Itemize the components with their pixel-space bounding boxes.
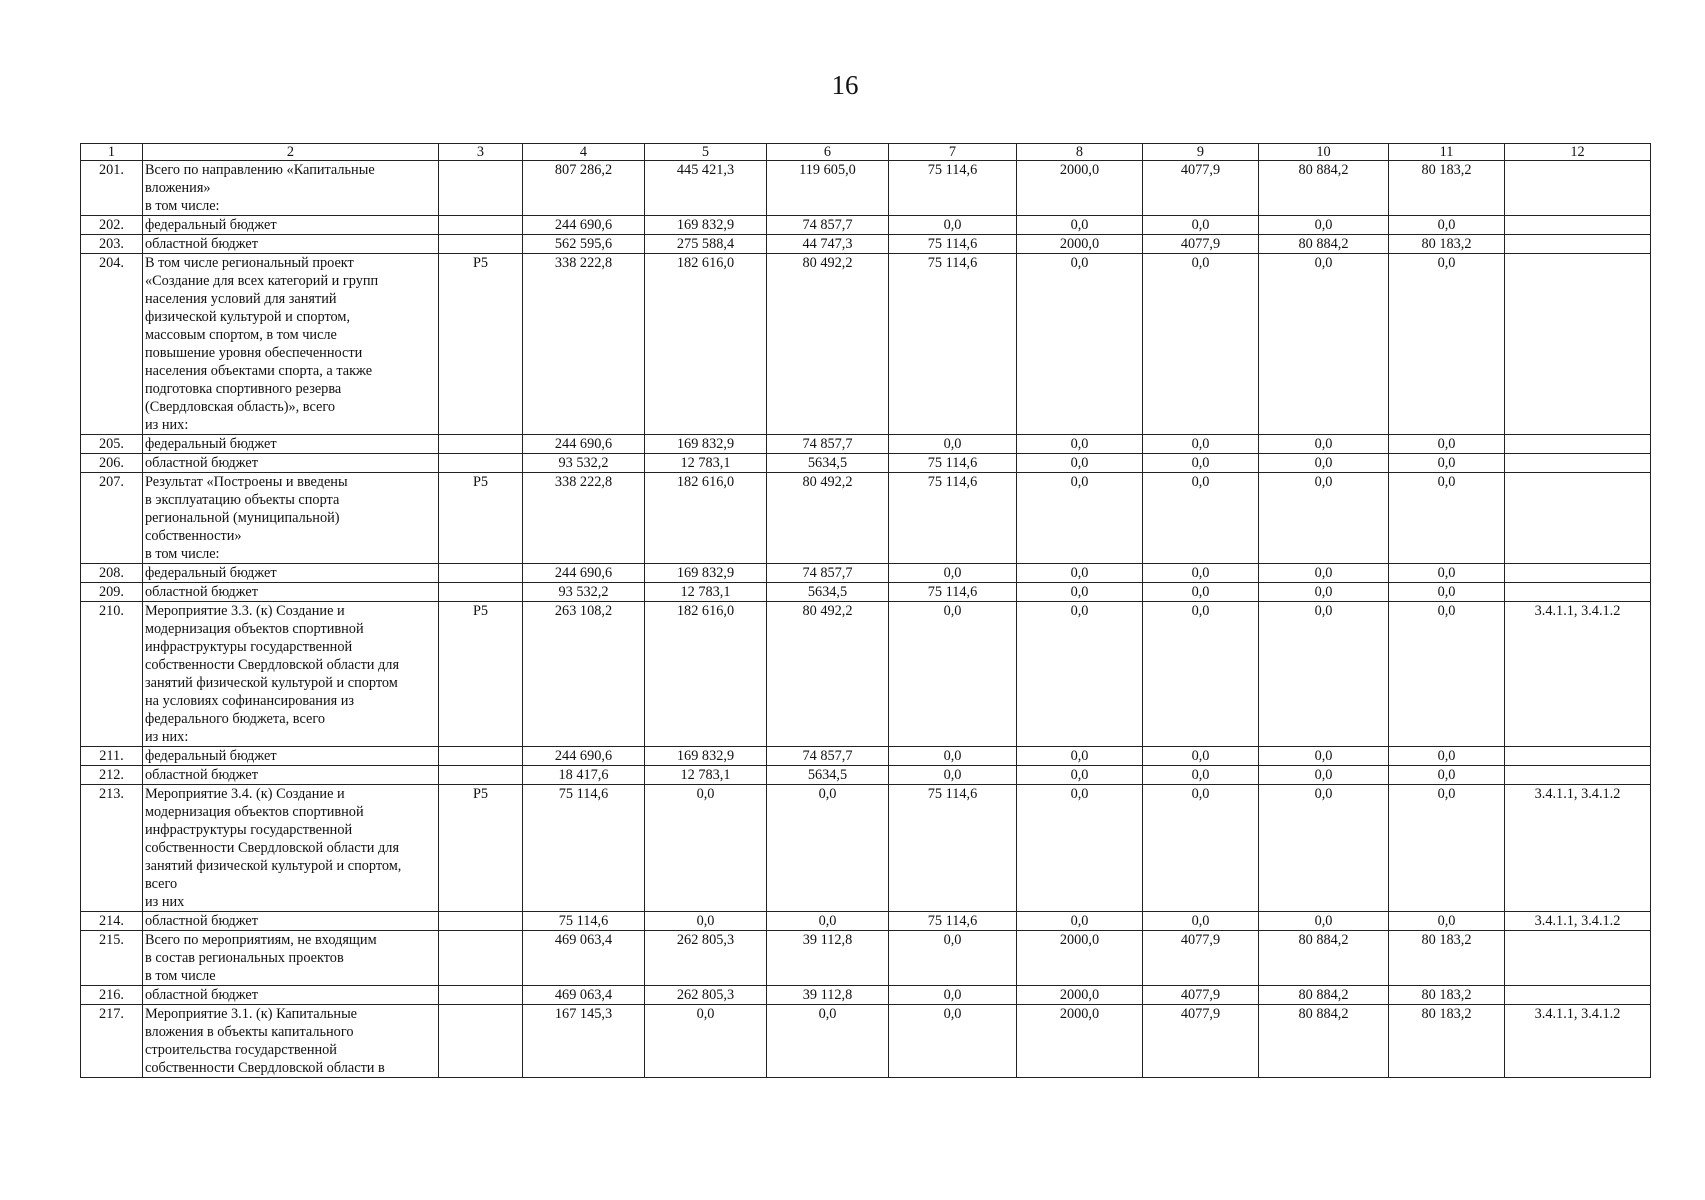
header-row bbox=[81, 144, 1651, 161]
row-name-line: населения условий для занятий bbox=[145, 291, 337, 307]
row-number: 201. bbox=[81, 161, 143, 216]
row-name bbox=[143, 986, 439, 1005]
amount-col-8: 0,0 bbox=[1017, 766, 1143, 785]
amount-col-7: 0,0 bbox=[889, 602, 1017, 747]
target-code bbox=[439, 583, 523, 602]
amount-col-4: 469 063,4 bbox=[523, 931, 645, 986]
amount-col-11: 0,0 bbox=[1389, 564, 1505, 583]
amount-col-5: 182 616,0 bbox=[645, 254, 767, 435]
amount-col-7: 0,0 bbox=[889, 986, 1017, 1005]
amount-col-7: 75 114,6 bbox=[889, 454, 1017, 473]
amount-col-11: 0,0 bbox=[1389, 454, 1505, 473]
amount-col-11: 0,0 bbox=[1389, 747, 1505, 766]
amount-col-4: 244 690,6 bbox=[523, 747, 645, 766]
amount-col-11: 0,0 bbox=[1389, 785, 1505, 912]
target-code bbox=[439, 1005, 523, 1078]
amount-col-8: 0,0 bbox=[1017, 564, 1143, 583]
row-name-line: Всего по мероприятиям, не входящим bbox=[145, 932, 377, 948]
row-name bbox=[143, 931, 439, 986]
row-name bbox=[143, 435, 439, 454]
target-code: P5 bbox=[439, 473, 523, 564]
row-name-line: Всего по направлению «Капитальные bbox=[145, 162, 375, 178]
amount-col-6: 74 857,7 bbox=[767, 564, 889, 583]
row-name bbox=[143, 1005, 439, 1078]
row-name-line: строительства государственной bbox=[145, 1042, 337, 1058]
amount-col-11: 0,0 bbox=[1389, 254, 1505, 435]
amount-col-6: 80 492,2 bbox=[767, 254, 889, 435]
amount-col-6: 80 492,2 bbox=[767, 602, 889, 747]
row-name-line: в состав региональных проектов bbox=[145, 950, 344, 966]
amount-col-10: 80 884,2 bbox=[1259, 986, 1389, 1005]
amount-col-9: 0,0 bbox=[1143, 785, 1259, 912]
amount-col-7: 0,0 bbox=[889, 216, 1017, 235]
target-code bbox=[439, 435, 523, 454]
target-code: P5 bbox=[439, 785, 523, 912]
row-name-line: (Свердловская область)», всего bbox=[145, 399, 335, 415]
row-number: 214. bbox=[81, 912, 143, 931]
target-code bbox=[439, 454, 523, 473]
table-row bbox=[81, 986, 1651, 1005]
column-header-11: 11 bbox=[1389, 144, 1505, 161]
amount-col-9: 4077,9 bbox=[1143, 986, 1259, 1005]
amount-col-11: 0,0 bbox=[1389, 216, 1505, 235]
indicator-reference bbox=[1505, 931, 1651, 986]
target-code: P5 bbox=[439, 254, 523, 435]
amount-col-6: 5634,5 bbox=[767, 583, 889, 602]
amount-col-9: 0,0 bbox=[1143, 602, 1259, 747]
column-header-6: 6 bbox=[767, 144, 889, 161]
table-row bbox=[81, 254, 1651, 435]
amount-col-5: 169 832,9 bbox=[645, 216, 767, 235]
row-name-line: из них: bbox=[145, 417, 189, 433]
amount-col-10: 80 884,2 bbox=[1259, 235, 1389, 254]
amount-col-10: 0,0 bbox=[1259, 254, 1389, 435]
row-number: 212. bbox=[81, 766, 143, 785]
row-name bbox=[143, 602, 439, 747]
budget-table bbox=[80, 143, 1651, 1078]
amount-col-6: 0,0 bbox=[767, 785, 889, 912]
amount-col-4: 244 690,6 bbox=[523, 216, 645, 235]
row-name-line: занятий физической культурой и спортом bbox=[145, 675, 398, 691]
amount-col-7: 75 114,6 bbox=[889, 161, 1017, 216]
row-number: 211. bbox=[81, 747, 143, 766]
amount-col-11: 80 183,2 bbox=[1389, 235, 1505, 254]
row-name bbox=[143, 785, 439, 912]
amount-col-5: 262 805,3 bbox=[645, 986, 767, 1005]
column-header-9: 9 bbox=[1143, 144, 1259, 161]
row-name-line: федеральный бюджет bbox=[145, 217, 277, 233]
row-name-line: инфраструктуры государственной bbox=[145, 822, 353, 838]
column-header-7: 7 bbox=[889, 144, 1017, 161]
amount-col-10: 0,0 bbox=[1259, 602, 1389, 747]
target-code: P5 bbox=[439, 602, 523, 747]
amount-col-10: 0,0 bbox=[1259, 747, 1389, 766]
amount-col-6: 74 857,7 bbox=[767, 747, 889, 766]
amount-col-4: 75 114,6 bbox=[523, 912, 645, 931]
target-code bbox=[439, 986, 523, 1005]
amount-col-4: 244 690,6 bbox=[523, 435, 645, 454]
row-number: 203. bbox=[81, 235, 143, 254]
amount-col-10: 0,0 bbox=[1259, 473, 1389, 564]
amount-col-4: 562 595,6 bbox=[523, 235, 645, 254]
indicator-reference bbox=[1505, 564, 1651, 583]
row-name-line: областной бюджет bbox=[145, 767, 258, 783]
amount-col-4: 469 063,4 bbox=[523, 986, 645, 1005]
row-name-line: Мероприятие 3.1. (к) Капитальные bbox=[145, 1006, 358, 1022]
row-number: 204. bbox=[81, 254, 143, 435]
row-name bbox=[143, 564, 439, 583]
amount-col-6: 119 605,0 bbox=[767, 161, 889, 216]
amount-col-10: 80 884,2 bbox=[1259, 161, 1389, 216]
amount-col-10: 0,0 bbox=[1259, 766, 1389, 785]
amount-col-8: 0,0 bbox=[1017, 602, 1143, 747]
amount-col-6: 44 747,3 bbox=[767, 235, 889, 254]
row-name bbox=[143, 912, 439, 931]
row-name-line: Мероприятие 3.4. (к) Создание и bbox=[145, 786, 345, 802]
row-name-line: федеральный бюджет bbox=[145, 748, 277, 764]
indicator-reference bbox=[1505, 454, 1651, 473]
amount-col-8: 0,0 bbox=[1017, 747, 1143, 766]
amount-col-8: 2000,0 bbox=[1017, 161, 1143, 216]
row-name-line: модернизация объектов спортивной bbox=[145, 621, 364, 637]
row-name-line: федеральный бюджет bbox=[145, 565, 277, 581]
amount-col-6: 5634,5 bbox=[767, 766, 889, 785]
indicator-reference bbox=[1505, 747, 1651, 766]
target-code bbox=[439, 747, 523, 766]
row-number: 208. bbox=[81, 564, 143, 583]
table-row bbox=[81, 1005, 1651, 1078]
amount-col-4: 338 222,8 bbox=[523, 254, 645, 435]
amount-col-8: 2000,0 bbox=[1017, 986, 1143, 1005]
amount-col-6: 5634,5 bbox=[767, 454, 889, 473]
amount-col-9: 4077,9 bbox=[1143, 235, 1259, 254]
row-name bbox=[143, 747, 439, 766]
column-header-12: 12 bbox=[1505, 144, 1651, 161]
amount-col-11: 80 183,2 bbox=[1389, 1005, 1505, 1078]
amount-col-8: 0,0 bbox=[1017, 583, 1143, 602]
amount-col-9: 0,0 bbox=[1143, 435, 1259, 454]
row-name-line: областной бюджет bbox=[145, 584, 258, 600]
amount-col-5: 12 783,1 bbox=[645, 766, 767, 785]
amount-col-9: 0,0 bbox=[1143, 564, 1259, 583]
amount-col-10: 0,0 bbox=[1259, 216, 1389, 235]
row-number: 202. bbox=[81, 216, 143, 235]
row-name-line: собственности Свердловской области для bbox=[145, 840, 400, 856]
amount-col-5: 445 421,3 bbox=[645, 161, 767, 216]
row-name-line: Мероприятие 3.3. (к) Создание и bbox=[145, 603, 345, 619]
amount-col-9: 0,0 bbox=[1143, 766, 1259, 785]
table-body bbox=[81, 161, 1651, 1078]
amount-col-8: 0,0 bbox=[1017, 473, 1143, 564]
row-name-line: занятий физической культурой и спортом, bbox=[145, 858, 402, 874]
column-header-2: 2 bbox=[143, 144, 439, 161]
row-name-line: инфраструктуры государственной bbox=[145, 639, 353, 655]
row-name-line: Результат «Построены и введены bbox=[145, 474, 348, 490]
indicator-reference: 3.4.1.1, 3.4.1.2 bbox=[1505, 1005, 1651, 1078]
row-name-line: областной бюджет bbox=[145, 987, 258, 1003]
amount-col-9: 4077,9 bbox=[1143, 161, 1259, 216]
amount-col-11: 80 183,2 bbox=[1389, 161, 1505, 216]
row-number: 209. bbox=[81, 583, 143, 602]
amount-col-7: 0,0 bbox=[889, 1005, 1017, 1078]
amount-col-6: 80 492,2 bbox=[767, 473, 889, 564]
indicator-reference: 3.4.1.1, 3.4.1.2 bbox=[1505, 785, 1651, 912]
amount-col-8: 2000,0 bbox=[1017, 235, 1143, 254]
table-row bbox=[81, 161, 1651, 216]
row-number: 215. bbox=[81, 931, 143, 986]
amount-col-7: 0,0 bbox=[889, 564, 1017, 583]
amount-col-8: 0,0 bbox=[1017, 785, 1143, 912]
amount-col-11: 0,0 bbox=[1389, 912, 1505, 931]
row-number: 205. bbox=[81, 435, 143, 454]
row-name-line: вложения в объекты капитального bbox=[145, 1024, 354, 1040]
amount-col-9: 0,0 bbox=[1143, 912, 1259, 931]
amount-col-4: 93 532,2 bbox=[523, 454, 645, 473]
row-name bbox=[143, 254, 439, 435]
row-name-line: на условиях софинансирования из bbox=[145, 693, 355, 709]
amount-col-5: 262 805,3 bbox=[645, 931, 767, 986]
amount-col-9: 0,0 bbox=[1143, 747, 1259, 766]
amount-col-7: 75 114,6 bbox=[889, 785, 1017, 912]
row-name-line: населения объектами спорта, а также bbox=[145, 363, 373, 379]
row-name-line: федерального бюджета, всего bbox=[145, 711, 325, 727]
amount-col-11: 0,0 bbox=[1389, 602, 1505, 747]
row-name-line: В том числе региональный проект bbox=[145, 255, 354, 271]
amount-col-10: 0,0 bbox=[1259, 435, 1389, 454]
row-name-line: областной бюджет bbox=[145, 913, 258, 929]
row-name-line: региональной (муниципальной) bbox=[145, 510, 340, 526]
table-row bbox=[81, 912, 1651, 931]
amount-col-9: 4077,9 bbox=[1143, 931, 1259, 986]
row-name-line: из них: bbox=[145, 729, 189, 745]
amount-col-7: 75 114,6 bbox=[889, 254, 1017, 435]
table-row bbox=[81, 435, 1651, 454]
column-header-5: 5 bbox=[645, 144, 767, 161]
amount-col-8: 0,0 bbox=[1017, 216, 1143, 235]
amount-col-10: 80 884,2 bbox=[1259, 1005, 1389, 1078]
amount-col-7: 75 114,6 bbox=[889, 473, 1017, 564]
amount-col-8: 2000,0 bbox=[1017, 931, 1143, 986]
row-name-line: физической культурой и спортом, bbox=[145, 309, 351, 325]
table-row bbox=[81, 216, 1651, 235]
amount-col-7: 0,0 bbox=[889, 766, 1017, 785]
target-code bbox=[439, 766, 523, 785]
amount-col-4: 18 417,6 bbox=[523, 766, 645, 785]
amount-col-5: 12 783,1 bbox=[645, 583, 767, 602]
row-name-line: собственности Свердловской области в bbox=[145, 1060, 385, 1076]
row-name-line: в том числе bbox=[145, 968, 216, 984]
indicator-reference bbox=[1505, 583, 1651, 602]
amount-col-8: 0,0 bbox=[1017, 912, 1143, 931]
row-number: 217. bbox=[81, 1005, 143, 1078]
target-code bbox=[439, 235, 523, 254]
table-row bbox=[81, 747, 1651, 766]
row-name-line: собственности» bbox=[145, 528, 242, 544]
amount-col-9: 0,0 bbox=[1143, 454, 1259, 473]
row-name-line: «Создание для всех категорий и групп bbox=[145, 273, 379, 289]
amount-col-11: 80 183,2 bbox=[1389, 931, 1505, 986]
table-row bbox=[81, 583, 1651, 602]
indicator-reference: 3.4.1.1, 3.4.1.2 bbox=[1505, 912, 1651, 931]
table-row bbox=[81, 602, 1651, 747]
row-name-line: областной бюджет bbox=[145, 455, 258, 471]
target-code bbox=[439, 161, 523, 216]
row-name-line: в том числе: bbox=[145, 546, 220, 562]
amount-col-5: 0,0 bbox=[645, 785, 767, 912]
amount-col-7: 75 114,6 bbox=[889, 583, 1017, 602]
amount-col-10: 0,0 bbox=[1259, 454, 1389, 473]
indicator-reference bbox=[1505, 161, 1651, 216]
indicator-reference bbox=[1505, 473, 1651, 564]
table-row bbox=[81, 454, 1651, 473]
row-name-line: областной бюджет bbox=[145, 236, 258, 252]
row-name-line: подготовка спортивного резерва bbox=[145, 381, 342, 397]
target-code bbox=[439, 216, 523, 235]
amount-col-11: 0,0 bbox=[1389, 473, 1505, 564]
amount-col-5: 0,0 bbox=[645, 912, 767, 931]
row-number: 206. bbox=[81, 454, 143, 473]
amount-col-10: 80 884,2 bbox=[1259, 931, 1389, 986]
amount-col-9: 0,0 bbox=[1143, 254, 1259, 435]
row-name bbox=[143, 473, 439, 564]
table-row bbox=[81, 766, 1651, 785]
row-name-line: в эксплуатацию объекты спорта bbox=[145, 492, 340, 508]
amount-col-8: 0,0 bbox=[1017, 254, 1143, 435]
amount-col-9: 4077,9 bbox=[1143, 1005, 1259, 1078]
row-name-line: федеральный бюджет bbox=[145, 436, 277, 452]
row-name-line: в том числе: bbox=[145, 198, 220, 214]
amount-col-6: 74 857,7 bbox=[767, 435, 889, 454]
target-code bbox=[439, 931, 523, 986]
table-row bbox=[81, 564, 1651, 583]
amount-col-6: 0,0 bbox=[767, 912, 889, 931]
amount-col-5: 275 588,4 bbox=[645, 235, 767, 254]
row-name-line: вложения» bbox=[145, 180, 211, 196]
table-row bbox=[81, 931, 1651, 986]
amount-col-7: 0,0 bbox=[889, 747, 1017, 766]
amount-col-8: 2000,0 bbox=[1017, 1005, 1143, 1078]
amount-col-4: 93 532,2 bbox=[523, 583, 645, 602]
row-name-line: модернизация объектов спортивной bbox=[145, 804, 364, 820]
amount-col-5: 169 832,9 bbox=[645, 435, 767, 454]
row-number: 210. bbox=[81, 602, 143, 747]
amount-col-5: 0,0 bbox=[645, 1005, 767, 1078]
amount-col-8: 0,0 bbox=[1017, 435, 1143, 454]
amount-col-7: 0,0 bbox=[889, 435, 1017, 454]
row-name-line: массовым спортом, в том числе bbox=[145, 327, 337, 343]
amount-col-5: 182 616,0 bbox=[645, 602, 767, 747]
column-header-4: 4 bbox=[523, 144, 645, 161]
indicator-reference bbox=[1505, 986, 1651, 1005]
amount-col-5: 169 832,9 bbox=[645, 747, 767, 766]
row-name-line: всего bbox=[145, 876, 178, 892]
row-name-line: собственности Свердловской области для bbox=[145, 657, 400, 673]
target-code bbox=[439, 912, 523, 931]
amount-col-9: 0,0 bbox=[1143, 473, 1259, 564]
amount-col-10: 0,0 bbox=[1259, 912, 1389, 931]
column-header-10: 10 bbox=[1259, 144, 1389, 161]
amount-col-8: 0,0 bbox=[1017, 454, 1143, 473]
column-header-8: 8 bbox=[1017, 144, 1143, 161]
amount-col-6: 39 112,8 bbox=[767, 986, 889, 1005]
row-name-line: из них bbox=[145, 894, 185, 910]
amount-col-6: 0,0 bbox=[767, 1005, 889, 1078]
amount-col-4: 75 114,6 bbox=[523, 785, 645, 912]
amount-col-4: 244 690,6 bbox=[523, 564, 645, 583]
row-name bbox=[143, 583, 439, 602]
row-name bbox=[143, 454, 439, 473]
amount-col-4: 263 108,2 bbox=[523, 602, 645, 747]
amount-col-5: 182 616,0 bbox=[645, 473, 767, 564]
amount-col-7: 75 114,6 bbox=[889, 235, 1017, 254]
row-number: 207. bbox=[81, 473, 143, 564]
amount-col-5: 12 783,1 bbox=[645, 454, 767, 473]
target-code bbox=[439, 564, 523, 583]
row-name bbox=[143, 235, 439, 254]
amount-col-7: 75 114,6 bbox=[889, 912, 1017, 931]
amount-col-9: 0,0 bbox=[1143, 216, 1259, 235]
table-row bbox=[81, 473, 1651, 564]
amount-col-6: 39 112,8 bbox=[767, 931, 889, 986]
amount-col-11: 80 183,2 bbox=[1389, 986, 1505, 1005]
amount-col-10: 0,0 bbox=[1259, 583, 1389, 602]
amount-col-4: 338 222,8 bbox=[523, 473, 645, 564]
indicator-reference bbox=[1505, 766, 1651, 785]
amount-col-10: 0,0 bbox=[1259, 785, 1389, 912]
amount-col-10: 0,0 bbox=[1259, 564, 1389, 583]
row-name-line: повышение уровня обеспеченности bbox=[145, 345, 363, 361]
page-number: 16 bbox=[831, 70, 859, 100]
row-name bbox=[143, 216, 439, 235]
amount-col-6: 74 857,7 bbox=[767, 216, 889, 235]
table-row bbox=[81, 235, 1651, 254]
row-number: 213. bbox=[81, 785, 143, 912]
row-number: 216. bbox=[81, 986, 143, 1005]
amount-col-11: 0,0 bbox=[1389, 435, 1505, 454]
table-row bbox=[81, 785, 1651, 912]
indicator-reference bbox=[1505, 435, 1651, 454]
amount-col-11: 0,0 bbox=[1389, 766, 1505, 785]
amount-col-4: 167 145,3 bbox=[523, 1005, 645, 1078]
amount-col-4: 807 286,2 bbox=[523, 161, 645, 216]
amount-col-9: 0,0 bbox=[1143, 583, 1259, 602]
column-header-1: 1 bbox=[81, 144, 143, 161]
column-header-3: 3 bbox=[439, 144, 523, 161]
amount-col-7: 0,0 bbox=[889, 931, 1017, 986]
row-name bbox=[143, 766, 439, 785]
amount-col-11: 0,0 bbox=[1389, 583, 1505, 602]
indicator-reference bbox=[1505, 254, 1651, 435]
indicator-reference: 3.4.1.1, 3.4.1.2 bbox=[1505, 602, 1651, 747]
row-name bbox=[143, 161, 439, 216]
amount-col-5: 169 832,9 bbox=[645, 564, 767, 583]
indicator-reference bbox=[1505, 235, 1651, 254]
indicator-reference bbox=[1505, 216, 1651, 235]
